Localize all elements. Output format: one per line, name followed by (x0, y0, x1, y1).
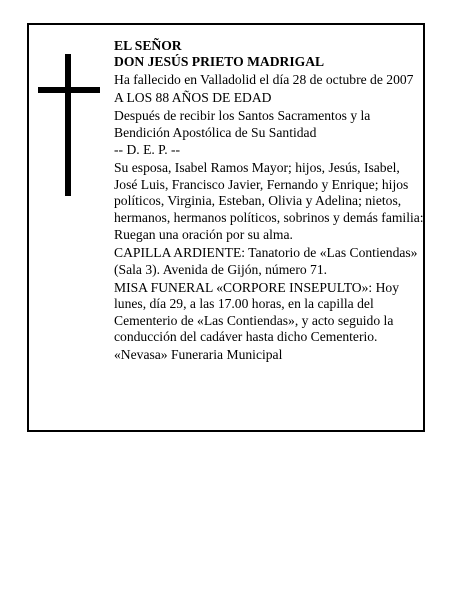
funeral-info: MISA FUNERAL «CORPORE INSEPULTO»: Hoy lunes, día 29, a las 17.00 horas, en la capilla del Cementerio de «Las Contiendas», y acto seguido la conducción del cadáver hasta dicho Cementerio. (114, 279, 400, 344)
cross-vertical-bar (65, 54, 71, 196)
prayer-request: Ruegan una oración por su alma. (114, 227, 293, 243)
chapel-info: CAPILLA ARDIENTE: Tanatorio de «Las Contiendas» (Sala 3). Avenida de Gijón, número 71. (114, 245, 418, 277)
cross-horizontal-bar (38, 87, 100, 93)
obituary-text (114, 38, 426, 365)
deceased-name: DON JESÚS PRIETO MADRIGAL (114, 54, 325, 70)
funeral-home: «Nevasa» Funeraria Municipal (114, 346, 283, 362)
honorific-line: EL SEÑOR (114, 38, 182, 53)
age-at-death: A LOS 88 AÑOS DE EDAD (114, 90, 272, 106)
death-date: Ha fallecido en Valladolid el día 28 de octubre de 2007 (114, 72, 414, 88)
sacraments-note: Después de recibir los Santos Sacramentos y la Bendición Apostólica de Su Santidad (114, 108, 371, 140)
latin-cross-icon (38, 54, 100, 196)
deceased-title (114, 38, 426, 71)
rip-line: -- D. E. P. -- (114, 142, 181, 158)
family-list: Su esposa, Isabel Ramos Mayor; hijos, Jesús, Isabel, José Luis, Francisco Javier, Fernando y Enrique; hijos políticos, Virginia, Esteban, Olivia y Adelina; nietos, hermanos, hermanos políticos, sobrinos y demás familia: (114, 160, 424, 225)
